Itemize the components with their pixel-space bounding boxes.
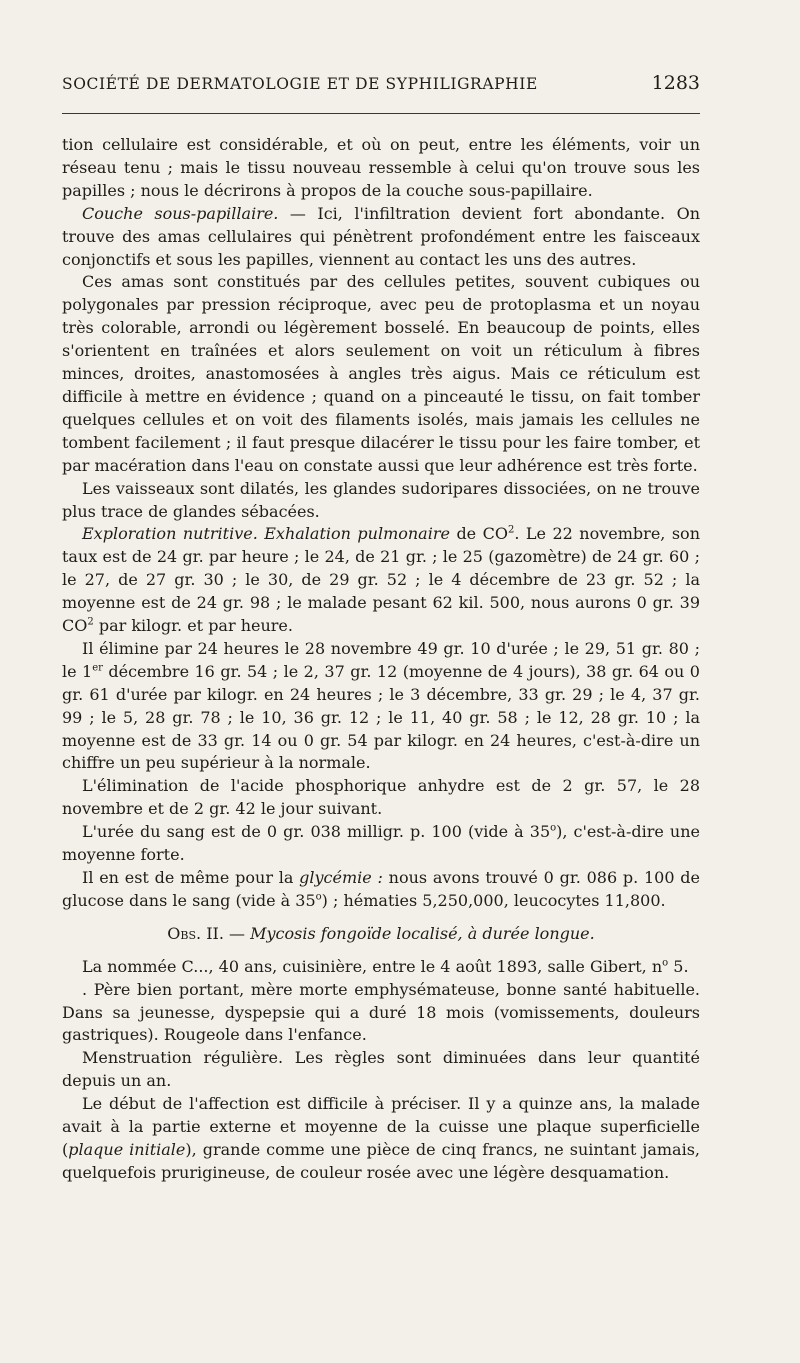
paragraph-9: Il en est de même pour la glycémie : nous avons trouvé 0 gr. 086 p. 100 de glucose dans le sang (vide à 35$^o$) ; hématies 5,250,000, leucocytes 11,800. bbox=[62, 868, 701, 910]
paragraph-7: L'élimination de l'acide phosphorique anhydre est de 2 gr. 57, le 28 novembre et de 2 gr. 42 le jour suivant. bbox=[62, 776, 700, 819]
observation-heading: Obs. II. — Mycosis fongoïde localisé, à durée longue. bbox=[167, 923, 595, 943]
paragraph-1: tion cellulaire est considérable, et où on peut, entre les éléments, voir un réseau tenu ; mais le tissu nouveau ressemble à celui qu'on trouve sous les papilles ; nous le décrirons à propos de la couche sous-papillaire. bbox=[62, 135, 700, 200]
paragraph-12: Menstruation régulière. Les règles sont diminuées dans leur quantité depuis un an. bbox=[62, 1048, 700, 1091]
paragraph-3: Ces amas sont constitués par des cellules petites, souvent cubiques ou polygonales par pression réciproque, avec peu de protoplasma et un noyau très colorable, arrondi ou légèrement bosselé. En beaucoup de points, elles s'orientent en traînées et alors seulement on voit un réticulum à fibres minces, droites, anastomosées à angles très aigus. Mais ce réticulum est difficile à mettre en évidence ; quand on a pinceauté le tissu, on fait tomber quelques cellules et on voit des filaments isolés, mais jamais les cellules ne tombent facilement ; il faut presque dilacérer le tissu pour les faire tomber, et par macération dans l'eau on constate aussi que leur adhérence est très forte. bbox=[62, 272, 700, 475]
running-title: SOCIÉTÉ DE DERMATOLOGIE ET DE SYPHILIGRAPHIE bbox=[62, 75, 538, 93]
paragraph-11: . Père bien portant, mère morte emphysémateuse, bonne santé habituelle. Dans sa jeunesse, dyspepsie qui a duré 18 mois (vomissements, douleurs gastriques). Rougeole dans l'enfance. bbox=[62, 979, 700, 1045]
body-text bbox=[62, 134, 700, 1185]
paragraph-10: La nommée C..., 40 ans, cuisinière, entre le 4 août 1893, salle Gibert, $n^o$ 5. bbox=[82, 956, 689, 976]
paragraph-13: Le début de l'affection est difficile à préciser. Il y a quinze ans, la malade avait à la partie externe et moyenne de la cuisse une plaque superficielle (plaque initiale), grande comme une pièce de cinq francs, ne suintant jamais, quelquefois prurigineuse, de couleur rosée avec une légère desquamation. bbox=[62, 1094, 701, 1182]
running-header bbox=[62, 72, 700, 94]
paragraph-4: Les vaisseaux sont dilatés, les glandes sudoripares dissociées, on ne trouve plus trace de glandes sébacées. bbox=[62, 478, 700, 521]
paragraph-6: Il élimine par 24 heures le 28 novembre 49 gr. 10 d'urée ; le 29, 51 gr. 80 ; le 1er décembre 16 gr. 54 ; le 2, 37 gr. 12 (moyenne de 4 jours), 38 gr. 64 ou 0 gr. 61 d'urée par kilogr. en 24 heures ; le 3 décembre, 33 gr. 29 ; le 4, 37 gr. 99 ; le 5, 28 gr. 78 ; le 10, 36 gr. 12 ; le 11, 40 gr. 58 ; le 12, 28 gr. 10 ; la moyenne est de 33 gr. 14 ou 0 gr. 54 par kilogr. en 24 heures, c'est-à-dire un chiffre un peu supérieur à la normale. bbox=[62, 638, 700, 773]
page-number: 1283 bbox=[651, 72, 700, 94]
header-rule bbox=[62, 113, 700, 114]
paragraph-5: Exploration nutritive. Exhalation pulmonaire de $CO^2$. Le 22 novembre, son taux est de 24 gr. par heure ; le 24, de 21 gr. ; le 25 (gazomètre) de 24 gr. 60 ; le 27, de 27 gr. 30 ; le 30, de 29 gr. 52 ; le 4 décembre de 23 gr. 52 ; la moyenne est de 24 gr. 98 ; le malade pesant 62 kil. 500, nous aurons 0 gr. 39 $CO^2$ par kilogr. et par heure. bbox=[62, 524, 700, 636]
paragraph-8: L'urée du sang est de 0 gr. 038 milligr. p. 100 (vide à 35$^o$), c'est-à-dire une moyenne forte. bbox=[62, 822, 700, 865]
paragraph-2: Couche sous-papillaire. — Ici, l'infiltration devient fort abondante. On trouve des amas cellulaires qui pénètrent profondément entre les faisceaux conjonctifs et sous les papilles, viennent au contact les uns des autres. bbox=[62, 203, 701, 269]
